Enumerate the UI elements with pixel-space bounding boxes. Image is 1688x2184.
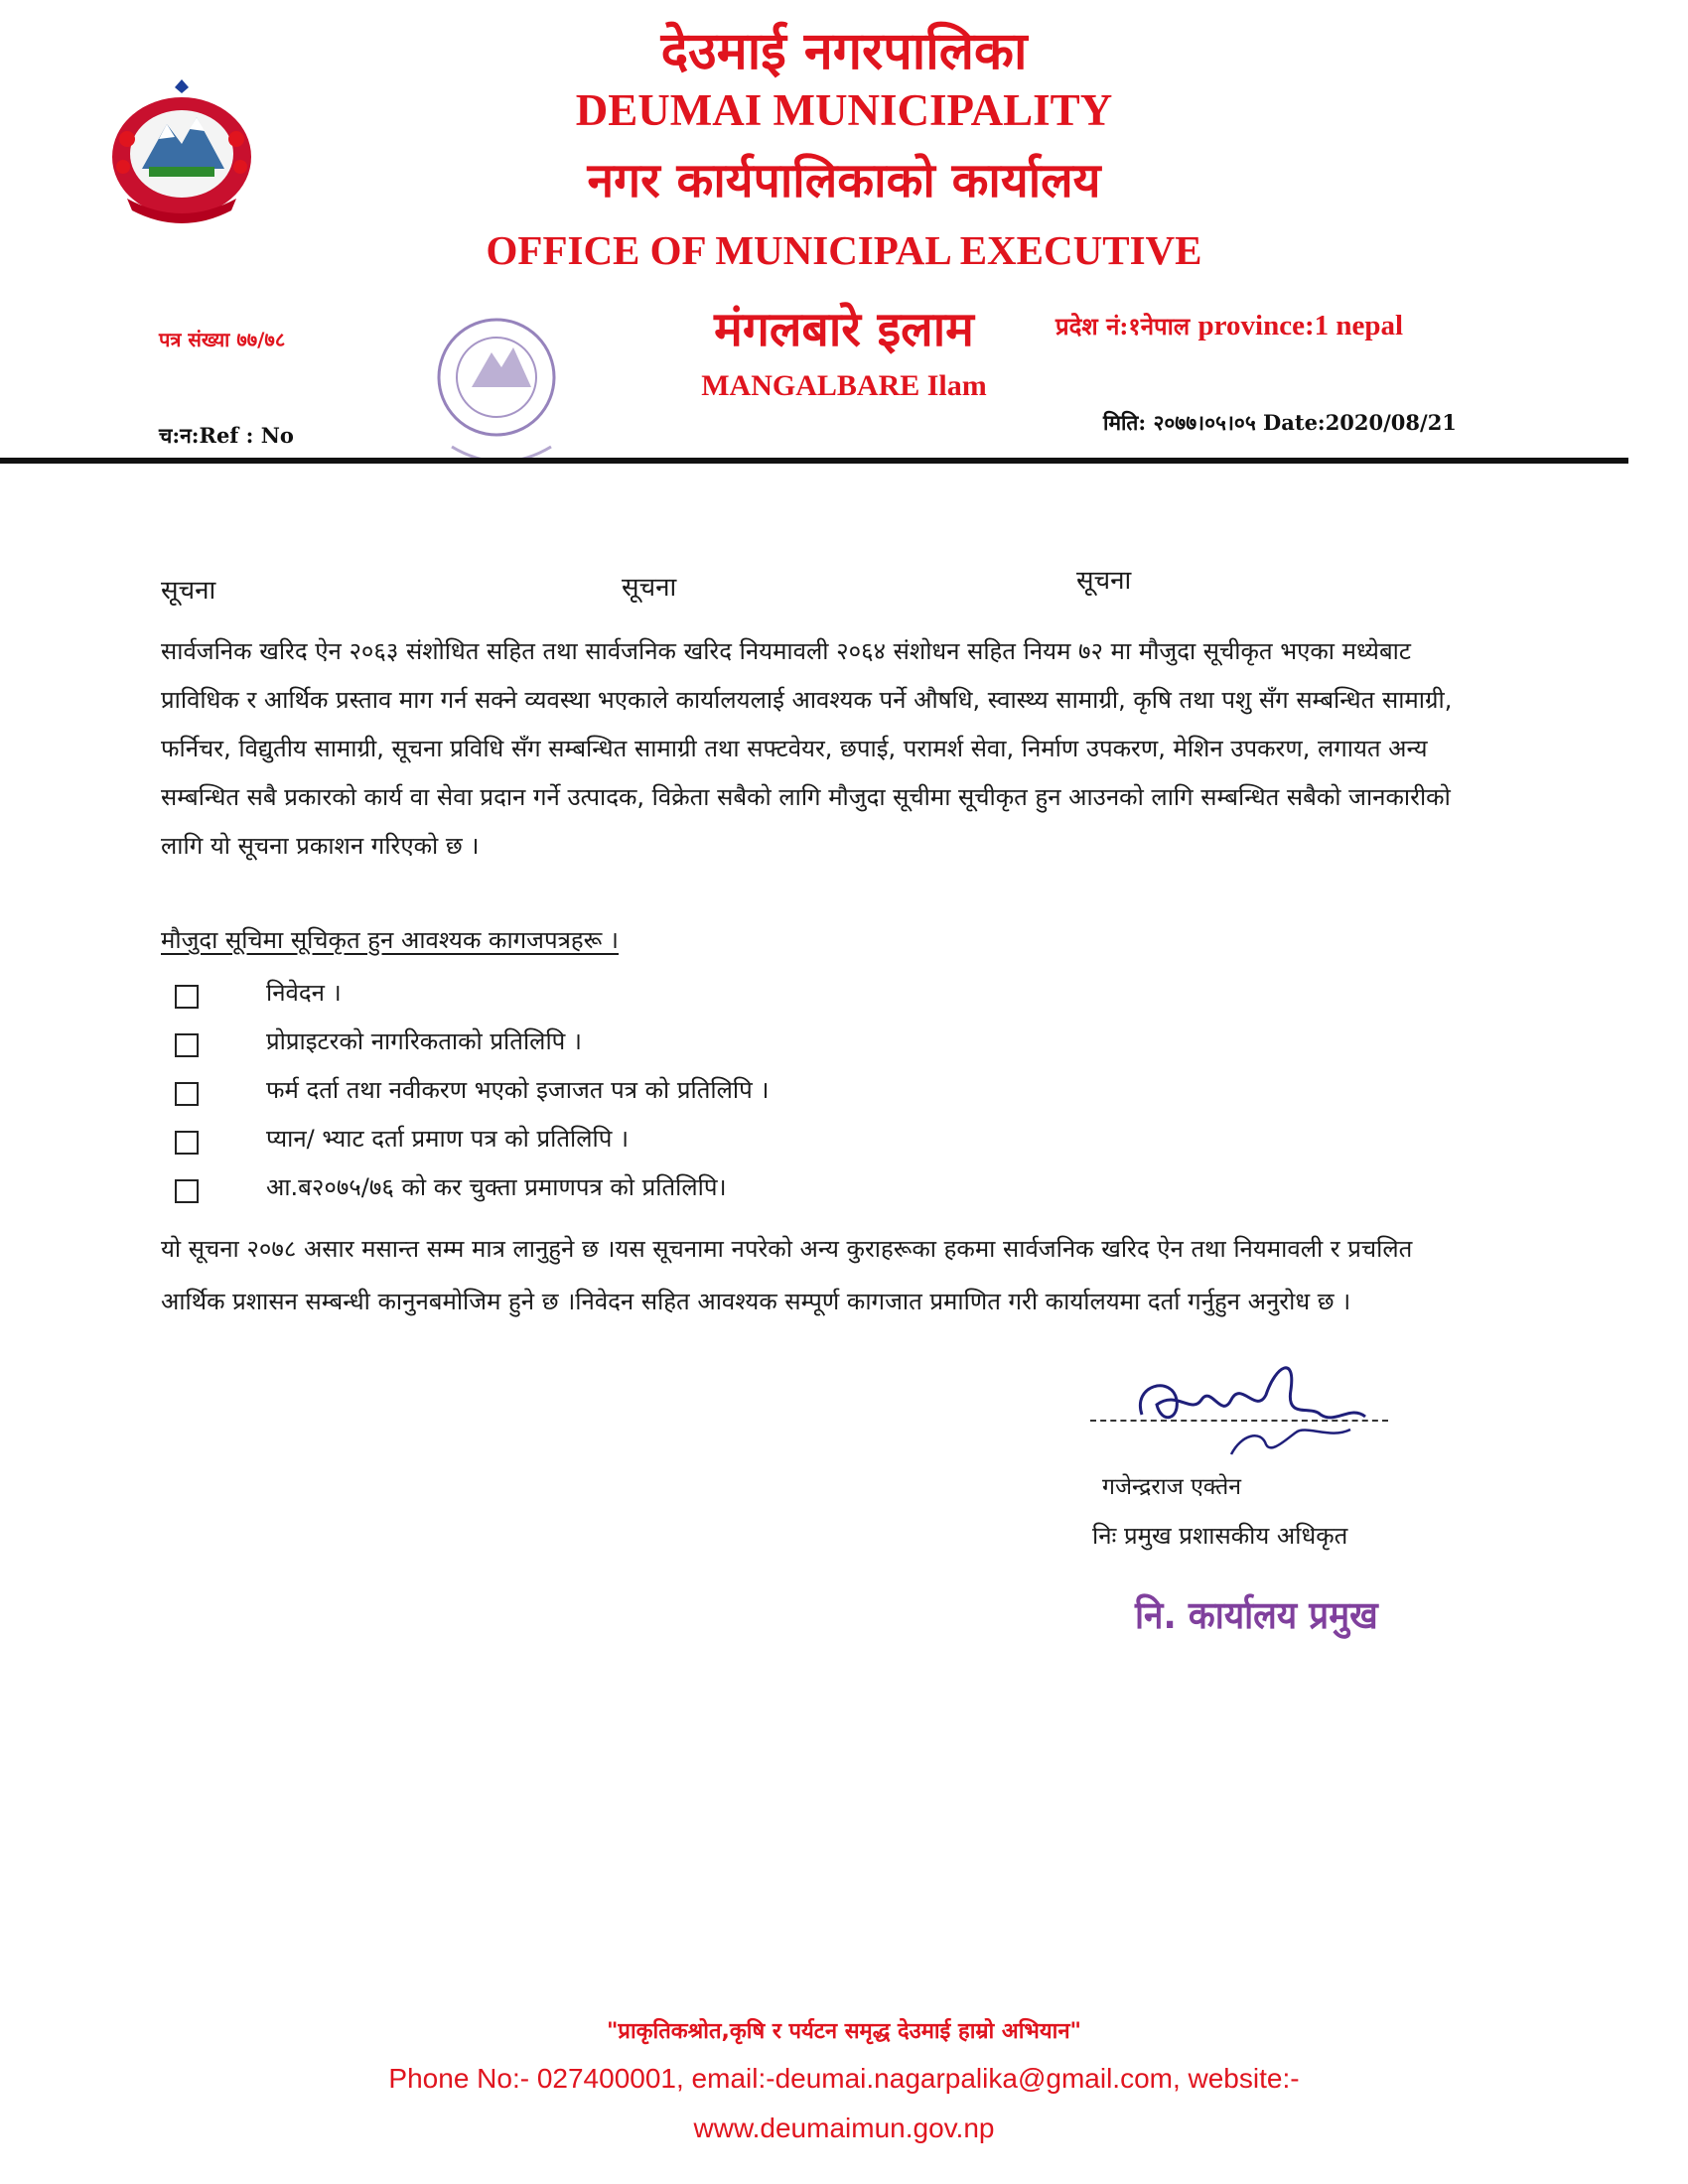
checkbox-icon: [175, 985, 199, 1009]
place-name-english: MANGALBARE Ilam: [701, 369, 987, 402]
checkbox-icon: [175, 1179, 199, 1203]
list-item: [171, 1121, 1263, 1169]
letter-date: मिति: २०७७।०५।०५ Date:2020/08/21: [1103, 410, 1457, 435]
signatory-name: गजेन्द्रराज एक्तेन: [1102, 1474, 1241, 1500]
handwritten-signature: [1082, 1345, 1410, 1464]
closing-paragraph: यो सूचना २०७८ असार मसान्त सम्म मात्र लानुहुने छ ।यस सूचनामा नपरेको अन्य कुराहरूका हकमा सार्वजनिक खरिद ऐन तथा नियमावली र प्रचलित आर्थिक प्रशासन सम्बन्धी कानुनबमोजिम हुने छ ।निवेदन सहित आवश्यक सम्पूर्ण कागजात प्रमाणित गरी कार्यालयमा दर्ता गर्नुहुन अनुरोध छ ।: [161, 1235, 1413, 1315]
checkbox-icon: [175, 1033, 199, 1057]
office-name-english: OFFICE OF MUNICIPAL EXECUTIVE: [486, 227, 1202, 273]
reference-number: च:न:Ref : No: [159, 423, 294, 448]
municipality-name-english: DEUMAI MUNICIPALITY: [575, 85, 1113, 135]
notice-heading-center: सूचना: [622, 573, 677, 603]
municipality-name-nepali: देउमाई नगरपालिका: [660, 21, 1028, 81]
document-label: प्रोप्राइटरको नागरिकताको प्रतिलिपि ।: [266, 1027, 583, 1055]
place-name-nepali: मंगलबारे इलाम: [714, 302, 974, 357]
document-label: प्यान/ भ्याट दर्ता प्रमाण पत्र को प्रतिलिपि ।: [266, 1125, 630, 1153]
required-documents-heading: मौजुदा सूचिमा सूचिकृत हुन आवश्यक कागजपत्रहरू ।: [161, 926, 619, 954]
checkbox-icon: [175, 1082, 199, 1106]
office-name-nepali: नगर कार्यपालिकाको कार्यालय: [587, 153, 1101, 208]
letter-number: पत्र संख्या ७७/७८: [159, 328, 286, 351]
list-item: [171, 1072, 1263, 1121]
list-item: [171, 1024, 1263, 1072]
footer-motto: "प्राकृतिकश्रोत,कृषि र पर्यटन समृद्ध देउमाई हाम्रो अभियान": [606, 2019, 1082, 2044]
document-label: फर्म दर्ता तथा नवीकरण भएको इजाजत पत्र को प्रतिलिपि ।: [266, 1076, 770, 1104]
footer-website: www.deumaimun.gov.np: [693, 2113, 995, 2143]
header-divider: [0, 458, 1628, 464]
signatory-title: निः प्रमुख प्रशासकीय अधिकृत: [1092, 1522, 1348, 1550]
required-documents-list: [171, 975, 1263, 1218]
office-head-stamp: नि. कार्यालय प्रमुख: [1135, 1593, 1378, 1637]
province-english: province:1 nepal: [1197, 310, 1404, 341]
checkbox-icon: [175, 1131, 199, 1155]
footer-contact: Phone No:- 027400001, email:-deumai.nagarpalika@gmail.com, website:-: [388, 2063, 1300, 2094]
document-label: आ.ब२०७५/७६ को कर चुक्ता प्रमाणपत्र को प्रतिलिपि।: [266, 1173, 727, 1201]
list-item: [171, 1169, 1263, 1218]
province-nepali: प्रदेश नं:१नेपाल: [1055, 312, 1191, 341]
list-item: [171, 975, 1263, 1024]
notice-heading-right: सूचना: [1076, 566, 1132, 596]
document-label: निवेदन ।: [266, 979, 342, 1007]
notice-body: सार्वजनिक खरिद ऐन २०६३ संशोधित सहित तथा सार्वजनिक खरिद नियमावली २०६४ संशोधन सहित नियम ७२ मा मौजुदा सूचीकृत भएका मध्येबाट प्राविधिक र आर्थिक प्रस्ताव माग गर्न सक्ने व्यवस्था भएकाले कार्यालयलाई आवश्यक पर्ने औषधि, स्वास्थ्य सामाग्री, कृषि तथा पशु सँग सम्बन्धित सामाग्री, फर्निचर, विद्युतीय सामाग्री, सूचना प्रविधि सँग सम्बन्धित सामाग्री तथा सफ्टवेयर, छपाई, परामर्श सेवा, निर्माण उपकरण, मेशिन उपकरण, लगायत अन्य सम्बन्धित सबै प्रकारको कार्य वा सेवा प्रदान गर्ने उत्पादक, विक्रेता सबैको लागि मौजुदा सूचीमा सूचीकृत हुन आउनको लागि सम्बन्धित सबैको जानकारीको लागि यो सूचना प्रकाशन गरिएको छ ।: [161, 637, 1453, 860]
notice-heading-left: सूचना: [161, 576, 216, 606]
province-label: [1055, 310, 1403, 342]
signature-line: [1090, 1420, 1388, 1422]
